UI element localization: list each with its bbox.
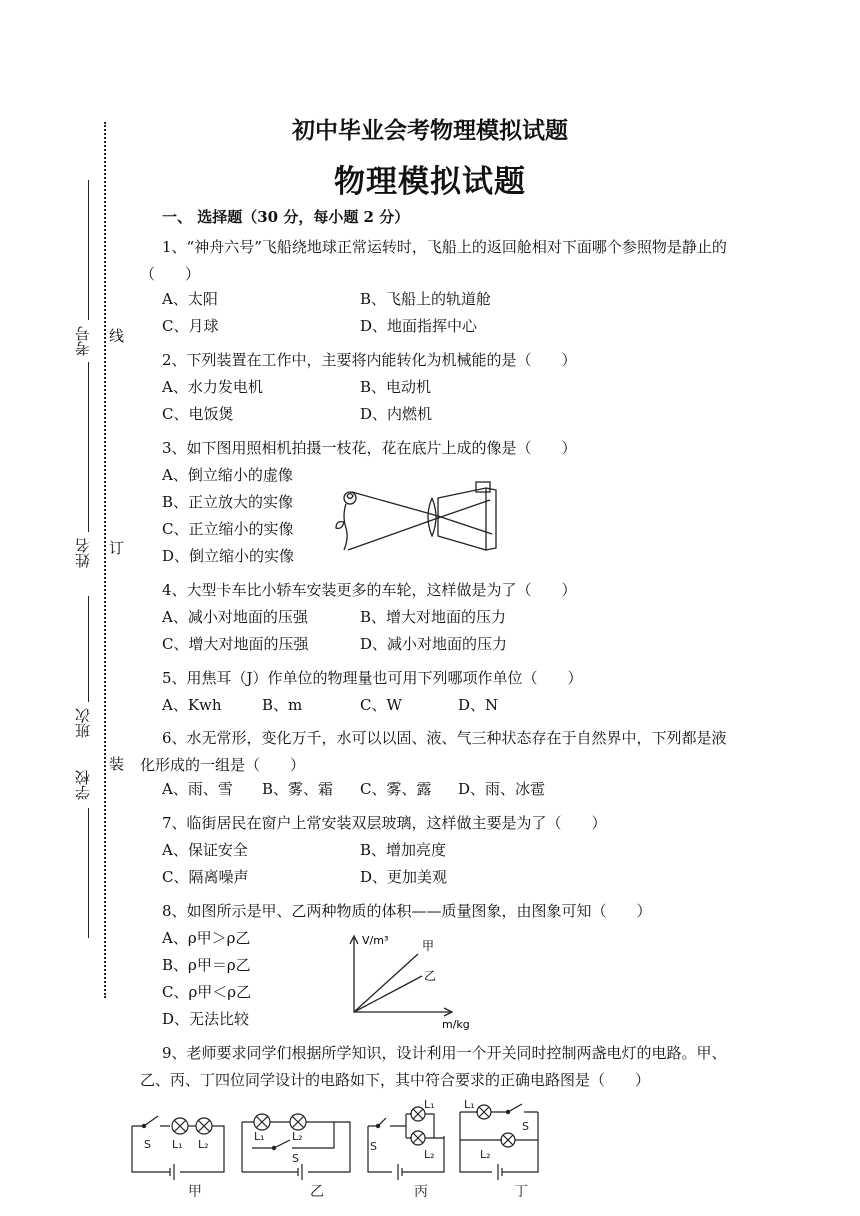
binding-xian: 线: [107, 328, 125, 343]
graph-line-a-label: 甲: [422, 939, 435, 953]
circuit-jia-switch: S: [144, 1138, 151, 1151]
circuit-label-bing: 丙: [414, 1184, 428, 1200]
binding-ding: 订: [107, 540, 125, 555]
q3-option-b: B、正立放大的实像: [162, 493, 294, 511]
circuit-yi-switch: S: [292, 1152, 299, 1165]
q2-option-b: B、电动机: [360, 378, 432, 396]
q7-option-a: A、保证安全: [162, 841, 248, 859]
q8-option-c: C、ρ甲＜ρ乙: [162, 983, 252, 1001]
lens-icon: [428, 498, 436, 536]
q8-option-d: D、无法比较: [162, 1010, 250, 1028]
circuit-ding-lamp1: L₁: [464, 1100, 475, 1111]
circuit-bing: [368, 1107, 444, 1180]
circuit-yi-lamp2: L₂: [292, 1130, 303, 1143]
question-9-stem: 9、老师要求同学们根据所学知识，设计利用一个开关同时控制两盏电灯的电路。甲、乙、丙、丁四位同学设计的电路如下，其中符合要求的正确电路图是（ ）: [140, 1044, 727, 1089]
q5-option-d: D、N: [458, 696, 499, 714]
q5-option-a: A、Kwh: [162, 696, 222, 714]
exam-subtitle: 物理模拟试题: [334, 164, 526, 200]
q7-option-c: C、隔离噪声: [162, 868, 249, 886]
question-2-stem: 2、下列装置在工作中，主要将内能转化为机械能的是（ ）: [162, 351, 577, 369]
field-line-kaohao: [88, 180, 89, 320]
circuit-label-yi: 乙: [310, 1184, 324, 1200]
circuit-ding-switch: S: [522, 1120, 529, 1133]
q5-option-c: C、W: [360, 696, 402, 714]
field-kaohao: 考号: [74, 326, 92, 356]
question-4-stem: 4、大型卡车比小轿车安装更多的车轮，这样做是为了（ ）: [162, 581, 577, 599]
binding-zhuang: 装: [107, 756, 125, 771]
q1-option-c: C、月球: [162, 317, 219, 335]
q1-option-a: A、太阳: [162, 290, 218, 308]
section-heading: 一、 选择题（30 分，每小题 2 分）: [162, 208, 410, 226]
circuit-yi-lamp1: L₁: [254, 1130, 265, 1143]
q8-option-b: B、ρ甲＝ρ乙: [162, 956, 251, 974]
circuit-jia-lamp2: L₂: [198, 1138, 209, 1151]
circuit-bing-switch: S: [370, 1140, 377, 1153]
exam-title: 初中毕业会考物理模拟试题: [292, 117, 568, 144]
volume-mass-graph: [338, 926, 488, 1030]
camera-flower-figure: [326, 478, 504, 564]
circuit-bing-lamp1: L₁: [424, 1100, 435, 1111]
q6-option-b: B、雾、霜: [262, 780, 334, 798]
q7-option-b: B、增加亮度: [360, 841, 447, 859]
q3-option-c: C、正立缩小的实像: [162, 520, 294, 538]
circuit-jia-lamp1: L₁: [172, 1138, 183, 1151]
circuit-ding-lamp2: L₂: [480, 1148, 491, 1161]
question-3-stem: 3、如下图用照相机拍摄一枝花，花在底片上成的像是（ ）: [162, 439, 577, 457]
circuit-bing-lamp2: L₂: [424, 1148, 435, 1161]
q6-option-d: D、雨、冰雹: [458, 780, 546, 798]
q4-option-d: D、减小对地面的压力: [360, 635, 508, 653]
field-xingming: 姓名: [74, 538, 92, 568]
circuit-ding: [460, 1104, 538, 1180]
question-1-stem: 1、“神舟六号”飞船绕地球正常运转时，飞船上的返回舱相对下面哪个参照物是静止的（ ）: [140, 238, 727, 283]
q3-option-d: D、倒立缩小的实像: [162, 547, 295, 565]
q2-option-a: A、水力发电机: [162, 378, 263, 396]
q6-option-a: A、雨、雪: [162, 780, 233, 798]
q5-option-b: B、m: [262, 696, 303, 714]
binding-dotted-line: [104, 122, 106, 998]
q2-option-d: D、内燃机: [360, 405, 433, 423]
q3-option-a: A、倒立缩小的虚像: [162, 466, 293, 484]
q4-option-c: C、增大对地面的压强: [162, 635, 309, 653]
circuit-yi: [242, 1114, 350, 1180]
field-line-xuexiao: [88, 808, 89, 938]
q4-option-a: A、减小对地面的压强: [162, 608, 308, 626]
graph-line-b-label: 乙: [424, 969, 437, 983]
q7-option-d: D、更加美观: [360, 868, 448, 886]
q6-option-c: C、雾、露: [360, 780, 432, 798]
question-5-stem: 5、用焦耳（J）作单位的物理量也可用下列哪项作单位（ ）: [162, 669, 583, 687]
q1-option-d: D、地面指挥中心: [360, 317, 478, 335]
question-7-stem: 7、临街居民在窗户上常安装双层玻璃，这样做主要是为了（ ）: [162, 814, 607, 832]
field-line-banci: [88, 596, 89, 702]
flower-stem-icon: [344, 504, 347, 550]
question-8-stem: 8、如图所示是甲、乙两种物质的体积——质量图象，由图象可知（ ）: [162, 902, 652, 920]
q4-option-b: B、增大对地面的压力: [360, 608, 507, 626]
field-line-xingming: [88, 362, 89, 532]
question-6-stem: 6、水无常形，变化万千，水可以以固、液、气三种状态存在于自然界中，下列都是液化形成的一组是（ ）: [140, 729, 727, 774]
graph-x-label: m/kg: [442, 1018, 470, 1030]
q8-option-a: A、ρ甲＞ρ乙: [162, 929, 251, 947]
q1-option-b: B、飞船上的轨道舱: [360, 290, 492, 308]
circuit-diagrams: [124, 1100, 554, 1200]
field-xuexiao: 学校: [74, 770, 92, 800]
q2-option-c: C、电饭煲: [162, 405, 234, 423]
circuit-label-jia: 甲: [188, 1184, 202, 1200]
graph-y-label: V/m³: [362, 934, 389, 947]
field-banci: 班次: [74, 708, 92, 738]
circuit-label-ding: 丁: [514, 1184, 528, 1200]
